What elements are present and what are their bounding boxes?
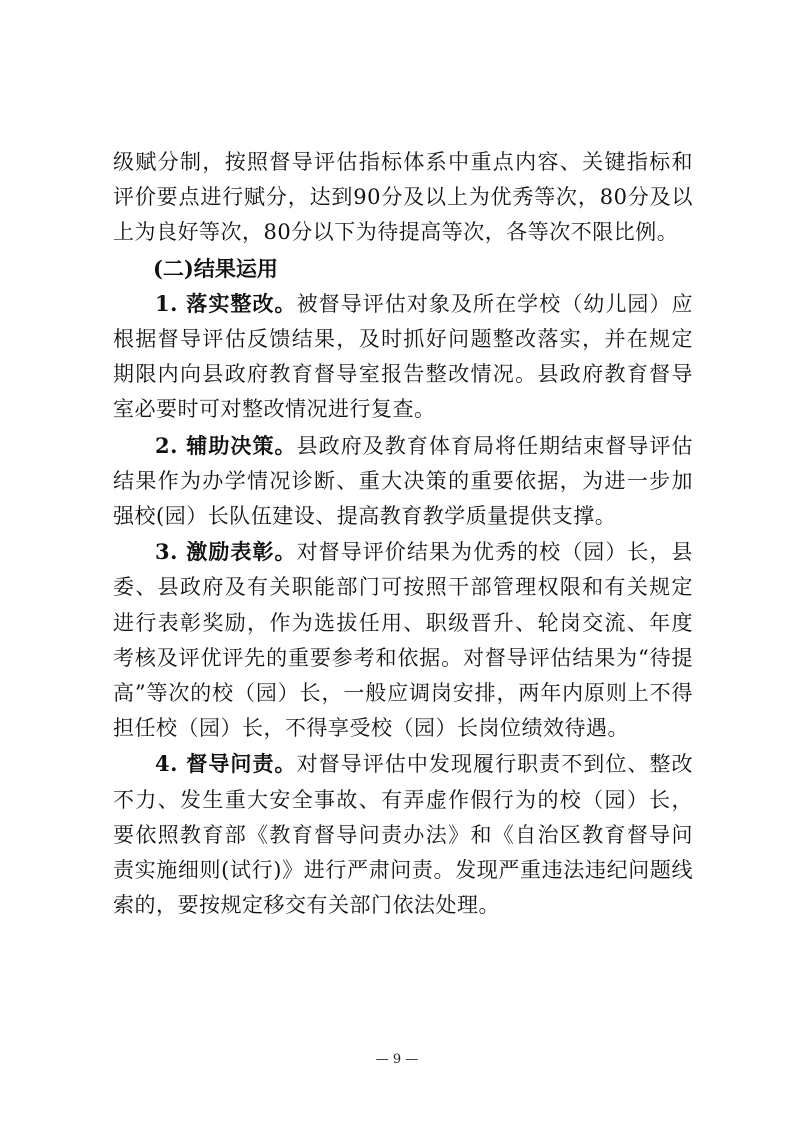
page-number: — 9 — [375, 1052, 419, 1067]
document-body [113, 145, 693, 923]
item-1-text: 被督导评估对象及所在学校（幼儿园）应根据督导评估反馈结果，及时抓好问题整改落实，并在规定期限内向县政府教育督导室报告整改情况。县政府教育督导室必要时可对整改情况进行复查。 [113, 291, 694, 422]
item-3-text: 对督导评价结果为优秀的校（园）长，县委、县政府及有关职能部门可按照干部管理权限和有关规定进行表彰奖励，作为选拔任用、职级晋升、轮岗交流、年度考核及评优评先的重要参考和依据。对督导评估结果为“待提高”等次的校（园）长，一般应调岗安排，两年内原则上不得担任校（园）长，不得享受校（园）长岗位绩效待遇。 [113, 540, 694, 741]
paragraph-text: 级赋分制，按照督导评估指标体系中重点内容、关键指标和评价要点进行赋分，达到90分及以上为优秀等次，80分及以上为良好等次，80分以下为待提高等次，各等次不限比例。 [113, 150, 693, 245]
section-heading: (二)结果运用 [153, 255, 278, 281]
item-3-lead: 3. 激励表彰。 [155, 539, 297, 565]
item-2-text: 县政府及教育体育局将任期结束督导评估结果作为办学情况诊断、重大决策的重要依据，为进一步加强校(园）长队伍建设、提高教育教学质量提供支撑。 [113, 433, 694, 529]
item-4-lead: 4. 督导问责。 [155, 751, 297, 777]
item-3-paragraph [113, 534, 693, 746]
item-4-text: 对督导评估中发现履行职责不到位、整改不力、发生重大安全事故、有弄虚作假行为的校（园）长，要依照教育部《教育督导问责办法》和《自治区教育督导问责实施细则(试行)》进行严肃问责。发现严重违法违纪问题线索的，要按规定移交有关部门依法处理。 [113, 752, 694, 918]
item-1-paragraph [113, 286, 693, 428]
item-2-lead: 2. 辅助决策。 [155, 432, 297, 458]
paragraph-continuation [113, 145, 693, 251]
item-4-paragraph [113, 746, 693, 923]
item-2-paragraph [113, 428, 693, 535]
item-1-lead: 1. 落实整改。 [155, 290, 297, 316]
